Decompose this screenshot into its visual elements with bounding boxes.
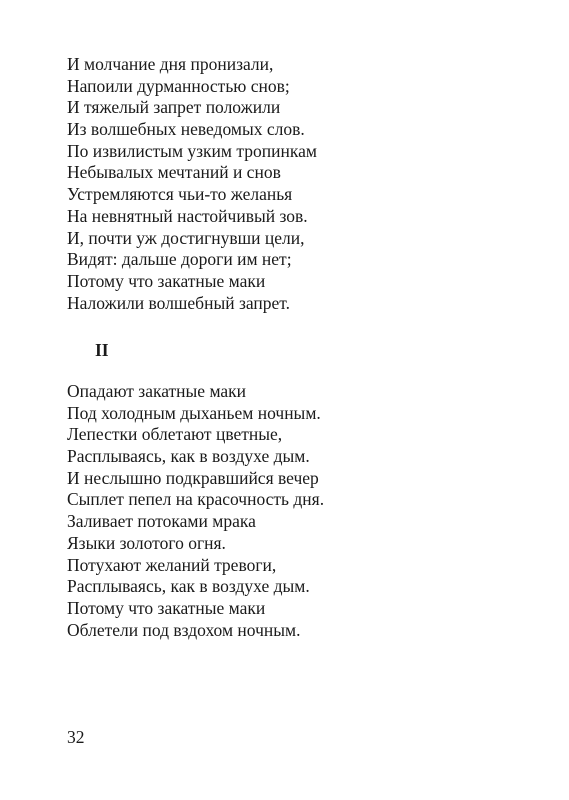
- poem-line: Потому что закатные маки: [67, 270, 266, 291]
- poem-stanza-2: [67, 381, 324, 641]
- poem-line: Наложили волшебный запрет.: [67, 292, 290, 313]
- poem-line: И неслышно подкравшийся вечер: [67, 467, 319, 488]
- poem-line: Напоили дурманностью снов;: [67, 75, 290, 96]
- poem-line: Потому что закатные маки: [67, 597, 266, 618]
- poem-line: Лепестки облетают цветные,: [67, 424, 283, 445]
- poem-line: Сыплет пепел на красочность дня.: [67, 489, 325, 510]
- poem-line: Из волшебных неведомых слов.: [67, 119, 305, 140]
- poem-line: На невнятный настойчивый зов.: [67, 205, 308, 226]
- poem-line: Расплываясь, как в воздухе дым.: [67, 576, 310, 597]
- poem-line: И, почти уж достигнувши цели,: [67, 227, 305, 248]
- poem-line: Видят: дальше дороги им нет;: [67, 249, 292, 270]
- poem-stanza-1: [67, 54, 317, 314]
- poem-line: И тяжелый запрет положили: [67, 97, 281, 118]
- poem-line: Облетели под вздохом ночным.: [67, 619, 301, 640]
- poem-line: И молчание дня пронизали,: [67, 54, 274, 74]
- poem-line: Устремляются чьи-то желанья: [67, 184, 293, 205]
- poem-line: Под холодным дыханьем ночным.: [67, 402, 321, 423]
- poem-line: Опадают закатные маки: [67, 381, 247, 401]
- poem-line: По извилистым узким тропинкам: [67, 140, 317, 161]
- poem-line: Небывалых мечтаний и снов: [67, 162, 281, 183]
- poem-line: Языки золотого огня.: [67, 532, 226, 553]
- poem-line: Потухают желаний тревоги,: [67, 554, 277, 575]
- section-heading: II: [95, 340, 109, 360]
- poem-line: Заливает потоками мрака: [67, 511, 256, 532]
- poem-line: Расплываясь, как в воздухе дым.: [67, 446, 310, 467]
- page-number: 32: [67, 727, 85, 747]
